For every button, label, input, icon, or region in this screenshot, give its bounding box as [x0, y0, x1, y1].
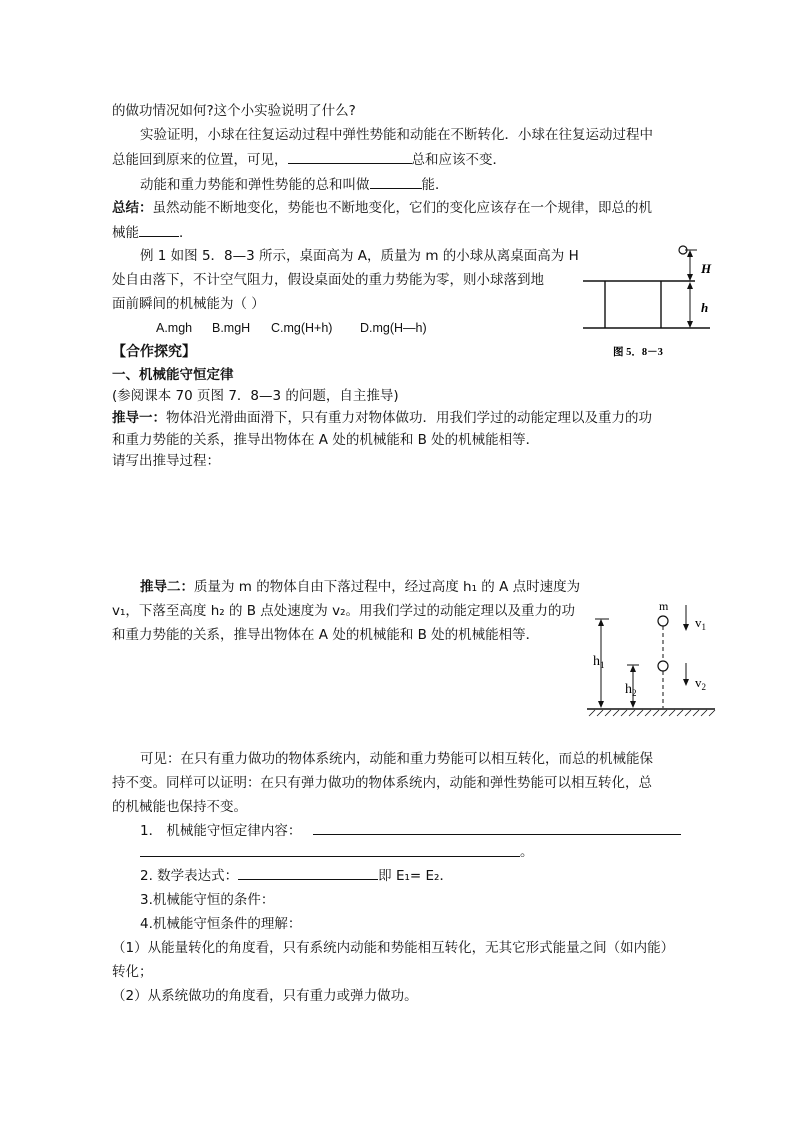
line-3-end: 总和应该不变． — [411, 152, 506, 168]
arrow-H-down — [687, 274, 693, 281]
label-v1: $v_1$ — [695, 615, 706, 632]
label-h1: $h_1$ — [593, 654, 605, 670]
h1-arrow-up — [598, 619, 604, 626]
question-2-label: 2. 数学表达式： — [140, 868, 239, 884]
h2-arrow-up — [630, 665, 636, 672]
example-line-2: 处自由落下，不计空气阻力，假设桌面处的重力势能为零，则小球落到地 — [112, 272, 544, 288]
option-b: B.mgH — [212, 321, 251, 335]
line-4 — [140, 175, 449, 194]
ground-hatching — [589, 710, 715, 716]
label-m: m — [659, 599, 669, 613]
ball-a — [658, 616, 668, 626]
h1-arrow-down — [598, 701, 604, 708]
conclusion-line-1: 可见：在只有重力做功的物体系统内，动能和重力势能可以相互转化，而总的机械能保 — [140, 751, 653, 767]
blank-3[interactable] — [139, 223, 179, 237]
derivation-2-label: 推导二： — [140, 579, 194, 595]
line-4-text: 动能和重力势能和弹性势能的总和叫做 — [140, 177, 370, 193]
expression-blank[interactable] — [238, 866, 378, 880]
line-1: 的做功情况如何?这个小实验说明了什么? — [112, 103, 356, 119]
conclusion-line-3: 的机械能也保持不变。 — [112, 799, 247, 815]
conclusion-line-2: 持不变。同样可以证明：在只有弹力做功的物体系统内，动能和弹性势能可以相互转化，总 — [112, 775, 652, 791]
blank-1[interactable] — [288, 150, 412, 164]
ball-b — [658, 661, 668, 671]
question-2 — [140, 866, 453, 885]
option-a: A.mgh — [156, 321, 193, 335]
example-line-1: 例 1 如图 5．8—3 所示，桌面高为 A，质量为 m 的小球从离桌面高为 H — [140, 248, 579, 264]
question-1-end: 。 — [520, 844, 534, 860]
option-c: C.mg(H+h) — [271, 321, 333, 335]
h2-arrow-down — [630, 701, 636, 708]
v1-arrowhead — [683, 624, 689, 631]
understanding-1-cont: 转化； — [112, 964, 153, 980]
subsection-title: 一、机械能守恒定律 — [112, 367, 234, 383]
line-4-end: 能． — [421, 177, 449, 193]
derivation-2-line-2: v₁，下落至高度 h₂ 的 B 点处速度为 v₂。用我们学过的动能定理以及重力的功 — [112, 603, 575, 619]
arrow-H-up — [687, 250, 693, 257]
label-H: H — [701, 261, 712, 276]
answer-line-1[interactable] — [313, 834, 681, 835]
question-2-end: 即 E₁= E₂． — [378, 868, 453, 884]
summary-label: 总结： — [112, 200, 153, 216]
section-title: 【合作探究】 — [112, 344, 196, 360]
line-6 — [112, 223, 193, 242]
question-1-label: 1． 机械能守恒定律内容： — [140, 823, 302, 839]
derivation-2-text: 质量为 m 的物体自由下落过程中，经过高度 h₁ 的 A 点时速度为 — [194, 579, 581, 595]
answer-line-2[interactable] — [140, 856, 520, 857]
summary-text: 虽然动能不断地变化，势能也不断地变化，它们的变化应该存在一个规律，即总的机 — [152, 200, 652, 216]
line-3-text: 总能回到原来的位置，可见， — [112, 152, 288, 168]
figure-caption: 图 5．8－3 — [613, 347, 663, 358]
label-h2: $h_2$ — [625, 682, 637, 698]
line-2: 实验证明，小球在往复运动过程中弹性势能和动能在不断转化．小球在往复运动过程中 — [140, 127, 653, 143]
line-6-end: ． — [179, 225, 193, 241]
free-fall-figure — [585, 595, 720, 720]
option-d: D.mg(H—h) — [360, 321, 427, 335]
question-1 — [140, 822, 301, 840]
question-4: 4.机械能守恒条件的理解： — [140, 916, 302, 932]
example-line-3: 面前瞬间的机械能为（ ） — [112, 296, 265, 312]
line-3 — [112, 150, 506, 169]
derivation-2-line-3: 和重力势能的关系，推导出物体在 A 处的机械能和 B 处的机械能相等． — [112, 627, 540, 643]
derivation-1-line-2: 和重力势能的关系，推导出物体在 A 处的机械能和 B 处的机械能相等． — [112, 432, 540, 448]
label-h: h — [701, 300, 709, 315]
question-3: 3.机械能守恒的条件： — [140, 892, 275, 908]
label-v2: $v_2$ — [695, 675, 706, 692]
v2-arrowhead — [683, 679, 689, 686]
derivation-1-label: 推导一： — [112, 410, 166, 426]
figure-5-8-3 — [575, 240, 725, 360]
reference-line: (参阅课本 70 页图 7．8—3 的问题，自主推导) — [112, 388, 399, 404]
summary-line — [112, 199, 652, 217]
line-6-text: 械能 — [112, 225, 139, 241]
derivation-2-line-1 — [140, 578, 580, 596]
derivation-1-line-1 — [112, 409, 652, 427]
blank-2[interactable] — [370, 175, 422, 189]
derivation-1-text: 物体沿光滑曲面滑下，只有重力对物体做功．用我们学过的动能定理以及重力的功 — [166, 410, 652, 426]
arrow-h-down — [687, 321, 693, 328]
arrow-h-up — [687, 282, 693, 289]
derivation-1-line-3: 请写出推导过程： — [112, 453, 220, 469]
understanding-1: （1）从能量转化的角度看，只有系统内动能和势能相互转化，无其它形式能量之间（如内能） — [112, 940, 675, 956]
understanding-2: （2）从系统做功的角度看，只有重力或弹力做功。 — [112, 988, 418, 1004]
